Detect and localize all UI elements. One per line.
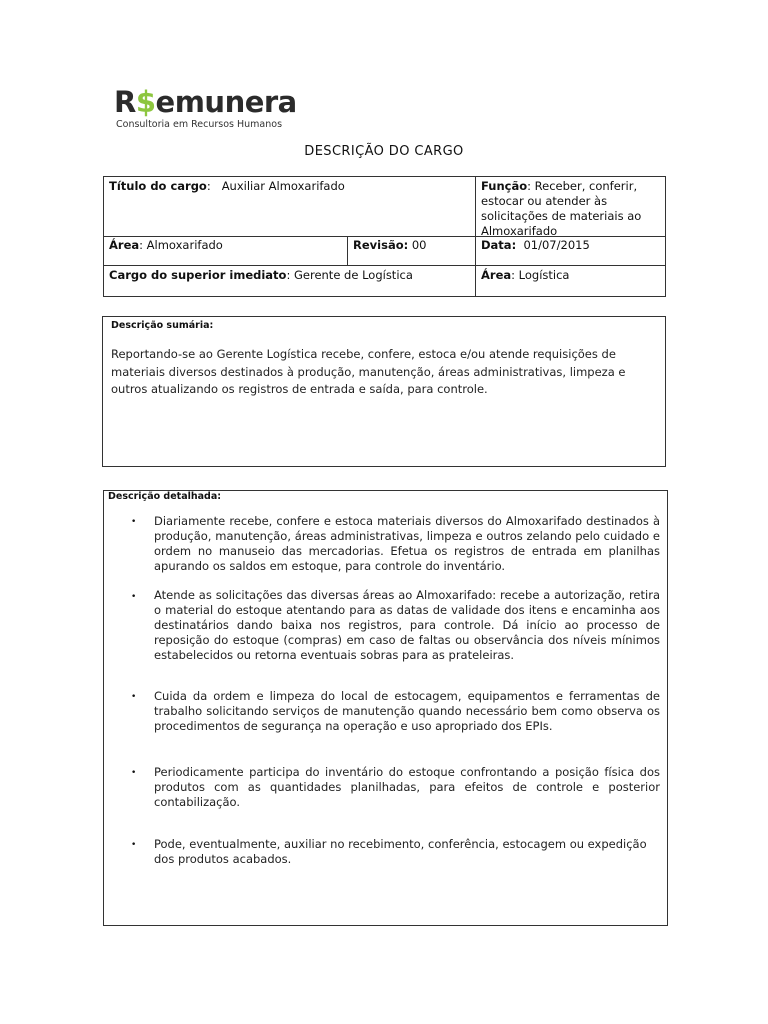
summary-label: Descrição sumária: bbox=[111, 320, 214, 331]
list-item-text: Diariamente recebe, confere e estoca materiais diversos do Almoxarifado destinados à produção, manutenção, áreas administrativas, limpeza e outros zelando pelo cuidado e ordem no manuseio das mercadorias. Efetua os registros de entrada em planilhas apurando os saldos em estoque, para controle do inventário. bbox=[154, 514, 660, 573]
company-logo bbox=[114, 85, 297, 134]
document-title: DESCRIÇÃO DO CARGO bbox=[304, 144, 464, 159]
date-value: 01/07/2015 bbox=[523, 238, 590, 252]
bullet-icon: • bbox=[131, 768, 137, 778]
superior-cell: Cargo do superior imediato: Gerente de Logística bbox=[109, 268, 413, 282]
revision-cell: Revisão: 00 bbox=[353, 238, 427, 252]
detailed-label: Descrição detalhada: bbox=[108, 491, 222, 502]
list-item-text: Atende as solicitações das diversas áreas ao Almoxarifado: recebe a autorização, retira o material do estoque atentando para as datas de validade dos itens e encaminha aos destinatários dando baixa nos registros, para controle. Dá início ao processo de reposição do estoque (compras) em caso de faltas ou observância dos níveis mínimos estabelecidos ou retorna eventuais sobras para as prateleiras. bbox=[154, 588, 660, 662]
superior-value: Gerente de Logística bbox=[293, 268, 413, 282]
area2-cell: Área: Logística bbox=[481, 268, 570, 282]
list-item-text: Pode, eventualmente, auxiliar no recebimento, conferência, estocagem ou expedição dos produtos acabados. bbox=[154, 837, 647, 866]
list-item-text: Periodicamente participa do inventário do estoque confrontando a posição física dos produtos com as quantidades planilhadas, para efeitos de controle e posterior contabilização. bbox=[154, 765, 660, 809]
summary-text: Reportando-se ao Gerente Logística recebe, confere, estoca e/ou atende requisições de materiais diversos destinados à produção, manutenção, áreas administrativas, limpeza e outros atualizando os registros de entrada e saída, para controle. bbox=[111, 347, 626, 396]
area2-value: Logística bbox=[518, 268, 570, 282]
logo-wordmark: R$emunera bbox=[114, 85, 297, 119]
list-item-text: Cuida da ordem e limpeza do local de estocagem, equipamentos e ferramentas de trabalho solicitando serviços de manutenção quando necessário bem como observa os procedimentos de segurança na operação e uso apropriado dos EPIs. bbox=[154, 689, 660, 733]
function-cell: Função: Receber, conferir, estocar ou atender às solicitações de materiais ao Almoxarifado bbox=[481, 179, 642, 238]
job-title-value: Auxiliar Almoxarifado bbox=[221, 179, 345, 193]
function-value: Receber, conferir, estocar ou atender às solicitações de materiais ao Almoxarifado bbox=[481, 179, 642, 238]
area-value: Almoxarifado bbox=[146, 238, 223, 252]
bullet-icon: • bbox=[131, 840, 137, 850]
date-cell: Data: 01/07/2015 bbox=[481, 238, 590, 252]
area-cell: Área: Almoxarifado bbox=[109, 238, 223, 252]
revision-value: 00 bbox=[411, 238, 427, 252]
job-title-cell: Título do cargo: Auxiliar Almoxarifado bbox=[109, 179, 345, 193]
bullet-icon: • bbox=[131, 592, 137, 602]
bullet-icon: • bbox=[131, 517, 137, 527]
logo-subtitle: Consultoria em Recursos Humanos bbox=[116, 119, 283, 130]
bullet-icon: • bbox=[131, 692, 137, 702]
